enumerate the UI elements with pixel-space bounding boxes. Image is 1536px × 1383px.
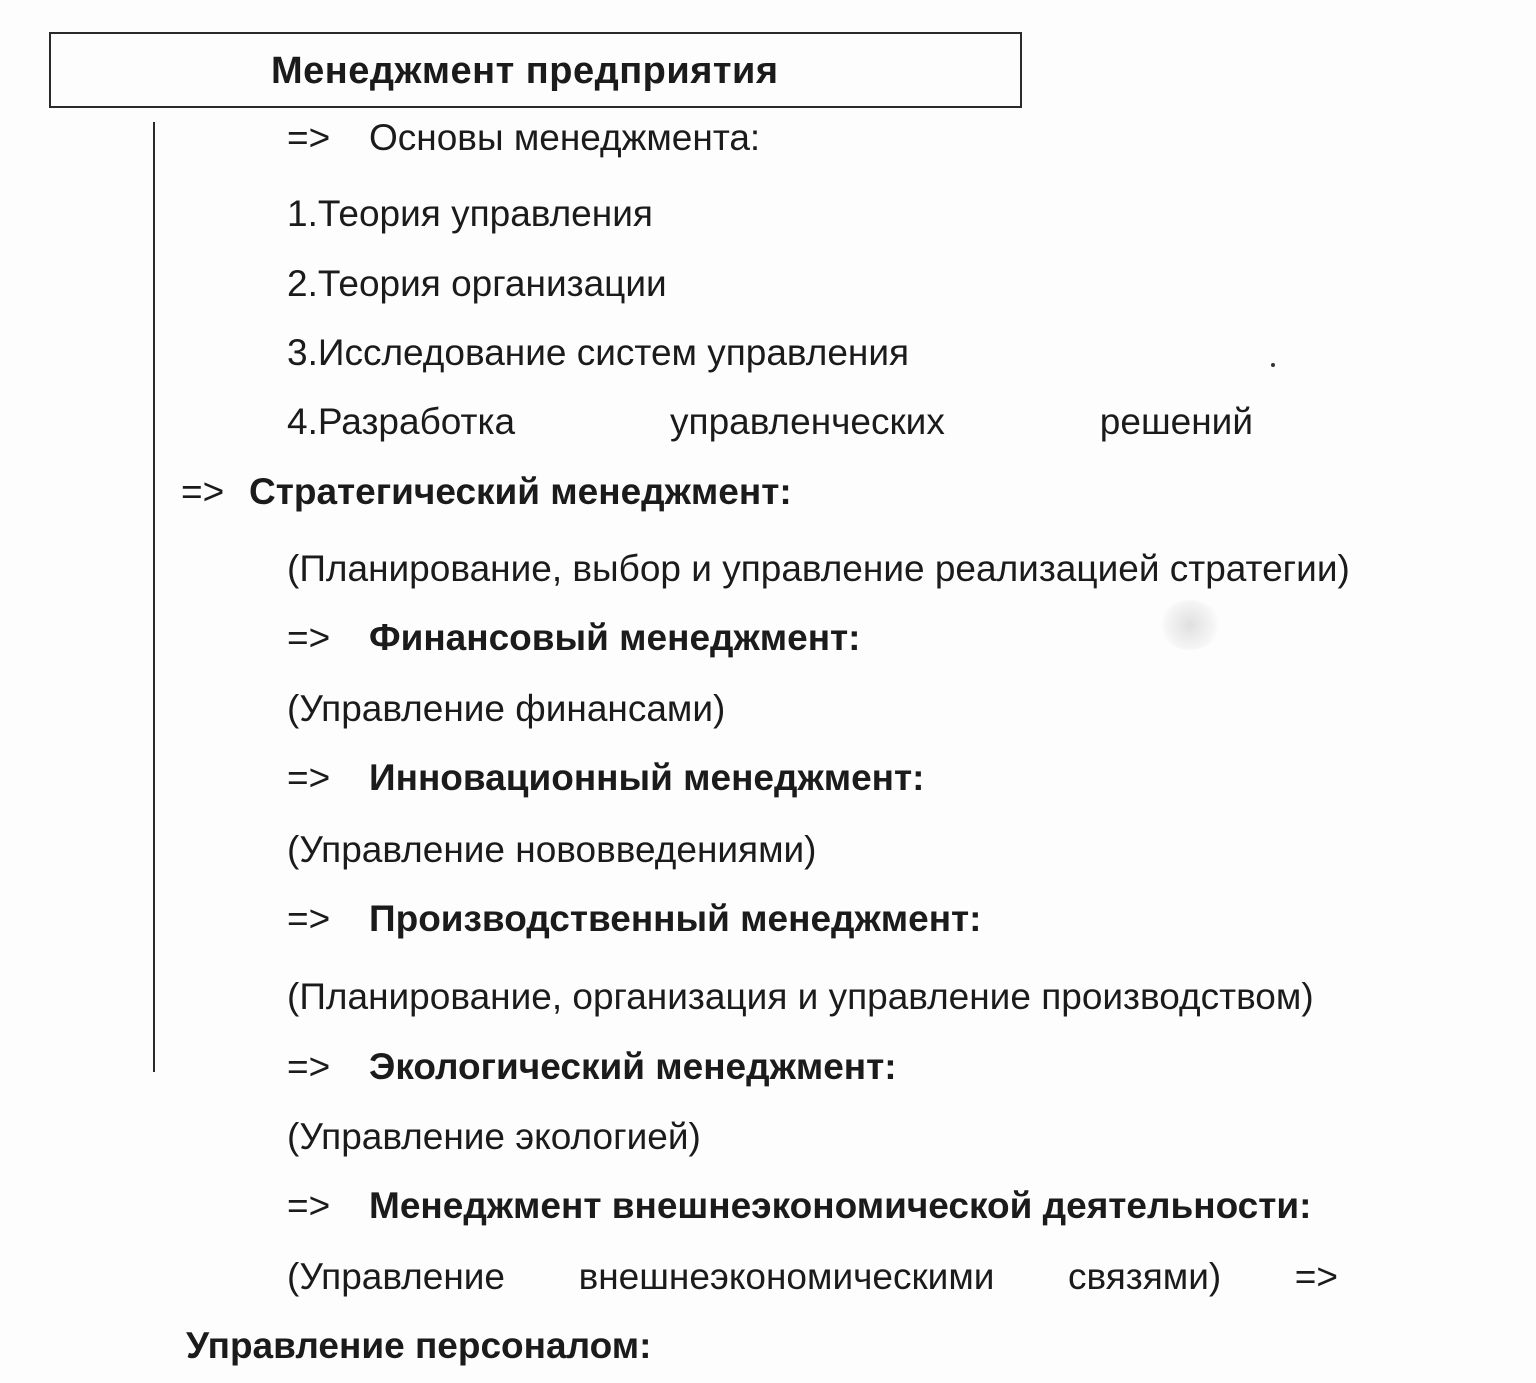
production-description: (Планирование, организация и управление производством) xyxy=(287,976,1314,1017)
strategic-heading: Стратегический менеджмент: xyxy=(249,471,792,512)
list-item: 3.Исследование систем управления xyxy=(287,332,910,373)
arrow-marker: => xyxy=(287,617,331,658)
list-item: 1.Теория управления xyxy=(287,193,653,234)
foreign-trade-word: (Управление xyxy=(287,1256,506,1297)
scan-smudge xyxy=(1160,600,1220,650)
strategic-description: (Планирование, выбор и управление реализацией стратегии) xyxy=(287,548,1350,589)
arrow-marker: => xyxy=(287,1185,331,1226)
foreign-trade-heading: Менеджмент внешнеэкономической деятельности: xyxy=(369,1185,1312,1226)
page-title: Менеджмент предприятия xyxy=(271,50,779,92)
financial-heading: Финансовый менеджмент: xyxy=(369,617,861,658)
personnel-heading: Управление персоналом: xyxy=(186,1325,652,1366)
production-heading-row xyxy=(287,897,982,941)
item4-word: 4.Разработка xyxy=(287,401,516,442)
foreign-trade-heading-row xyxy=(287,1184,1311,1228)
innovation-description: (Управление нововведениями) xyxy=(287,829,817,870)
foreign-trade-word: внешнеэкономическими xyxy=(578,1256,995,1297)
basics-heading: Основы менеджмента: xyxy=(369,117,761,158)
ecological-description: (Управление экологией) xyxy=(287,1116,701,1157)
vertical-bracket-line xyxy=(153,122,155,1072)
production-heading: Производственный менеджмент: xyxy=(369,898,982,939)
innovation-heading: Инновационный менеджмент: xyxy=(369,757,925,798)
stray-dot xyxy=(1271,363,1275,367)
ecological-heading-row xyxy=(287,1045,897,1089)
arrow-marker: => xyxy=(287,117,331,158)
arrow-marker: => xyxy=(287,757,331,798)
title-box xyxy=(49,32,1022,108)
list-item-justified xyxy=(287,400,1253,444)
arrow-marker: => xyxy=(181,471,225,512)
item4-word: управленческих xyxy=(670,401,945,442)
arrow-marker: => xyxy=(1294,1256,1338,1297)
ecological-heading: Экологический менеджмент: xyxy=(369,1046,897,1087)
financial-heading-row xyxy=(287,616,860,660)
strategic-heading-row xyxy=(181,470,792,514)
arrow-marker: => xyxy=(287,898,331,939)
innovation-heading-row xyxy=(287,756,924,800)
item4-word: решений xyxy=(1099,401,1253,442)
arrow-marker: => xyxy=(287,1046,331,1087)
list-item: 2.Теория организации xyxy=(287,263,667,304)
basics-heading-row xyxy=(287,116,760,160)
foreign-trade-description xyxy=(287,1255,1338,1299)
financial-description: (Управление финансами) xyxy=(287,688,726,729)
foreign-trade-word: связями) xyxy=(1068,1256,1222,1297)
